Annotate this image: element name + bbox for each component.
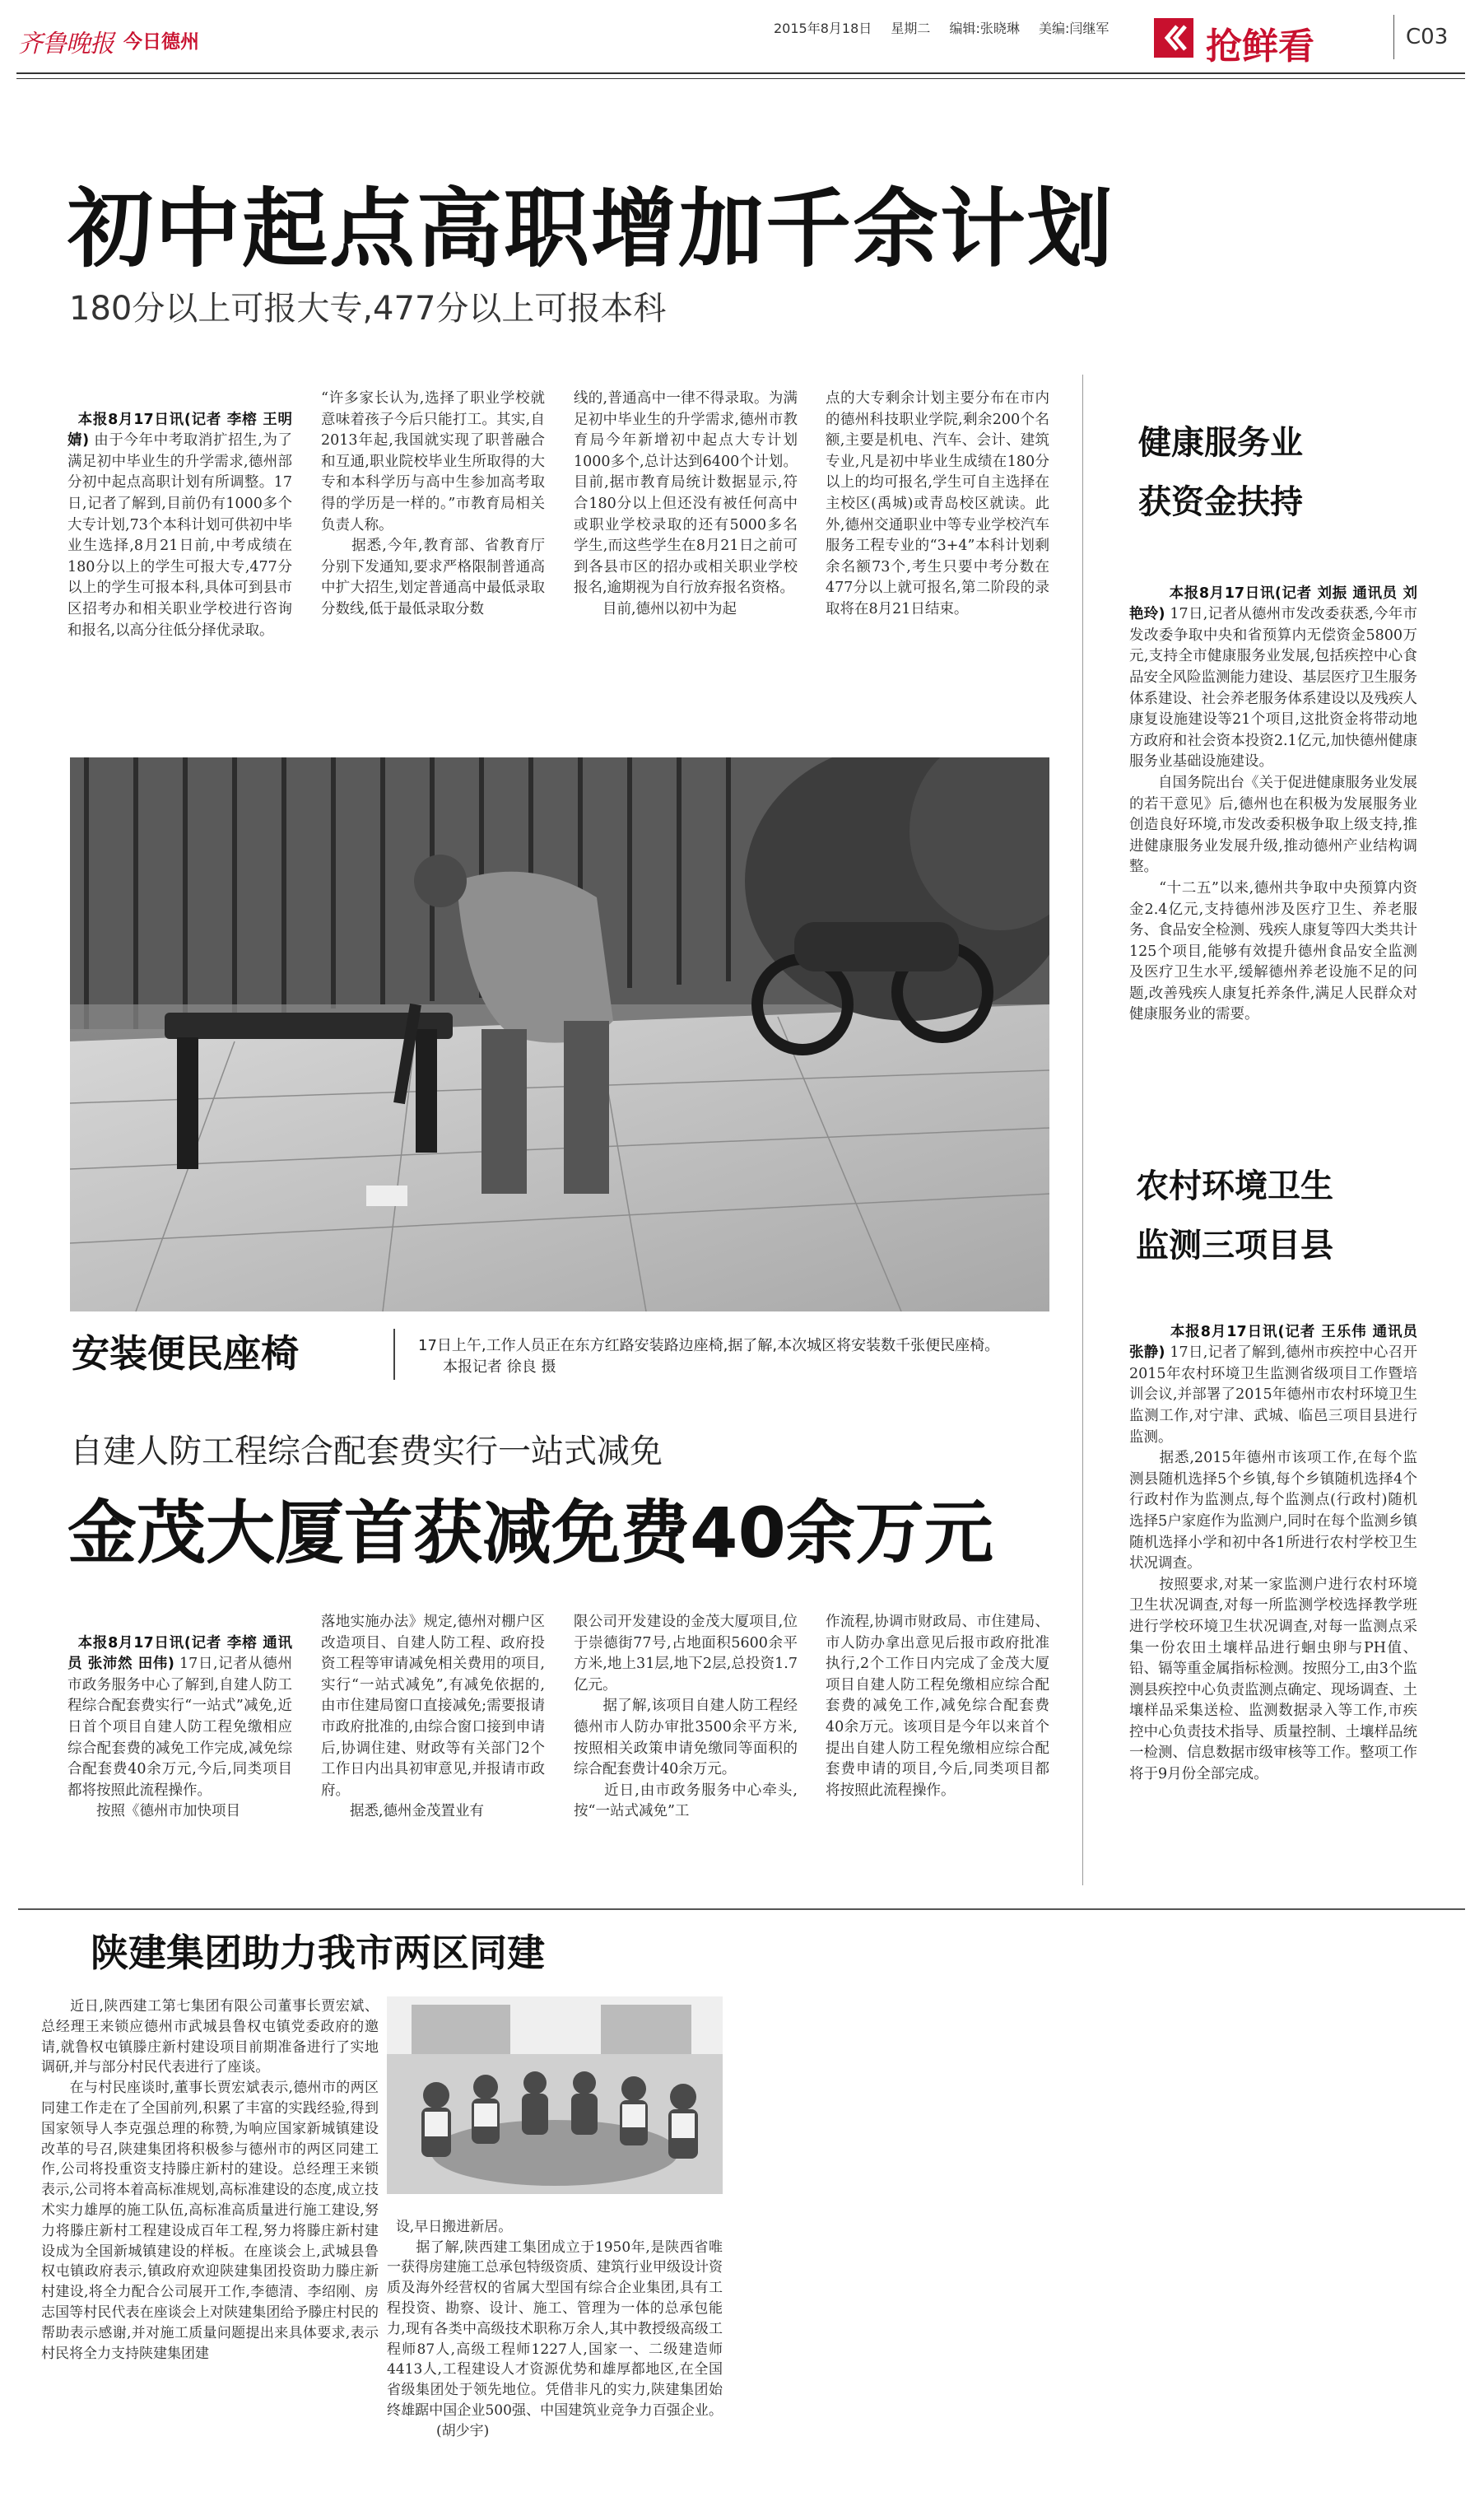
story2-column-2: 落地实施办法》规定,德州对棚户区改造项目、自建人防工程、政府投资工程等审请减免相关费用的项目,实行“一站式减免”,有减免依据的,由市住建局窗口直接减免;需要报请市政府批准的,由综合窗口接到申请后,协调住建、财政等有关部门2个工作日内出具初审意见,并报请市政府。 据悉,德州金茂置业有 — [321, 1614, 545, 1820]
masthead — [0, 0, 1484, 76]
meeting-photo-illustration — [387, 1996, 723, 2194]
editor-credit: 编辑:张晓琳 — [949, 21, 1020, 36]
sidebar2-headline — [1136, 1157, 1333, 1275]
sidebar1-text: 17日,记者从德州市发改委获悉,今年市发改委争取中央和省预算内无偿资金5800万元,支持全市健康服务业发展,包括疾控中心食品安全风险监测能力建设、基层医疗卫生服务体系建设、社会养老服务体系建设以及残疾人康复设施建设等21个项目,这批资金将带动地方政府和社会资本投资2.1亿元,加快德州健康服务业基础设施建设。 自国务院出台《关于促进健康服务业发展的若干意见》后,德州也在积极为发展服务业创造良好环境,市发改委积极争取上级支持,推进健康服务业发展升级,推动德州产业结构调整。 “十二五”以来,德州共争取中央预算内资金2.4亿元,支持德州涉及医疗卫生、养老服务、食品安全检测、残疾人康复等四大类共计125个项目,能够有效提升德州食品安全监测及医疗卫生水平,缓解德州养老设施不足的问题,改善残疾人康复托养条件,满足人民群众对健康服务业的需要。 — [1129, 606, 1417, 1023]
story2-byline: 本报8月17日讯(记者 李榕 通讯员 张沛然 田伟) — [67, 1634, 292, 1673]
sidebar2-body — [1129, 1301, 1423, 1786]
meeting-photo — [387, 1996, 723, 2194]
boxed-headline: 陕建集团助力我市两区同建 — [91, 1931, 545, 1975]
story2-column-3: 限公司开发建设的金茂大厦项目,位于崇德街77号,占地面积5600余平方米,地上31层,地下2层,总投资1.7亿元。 据了解,该项目自建人防工程经德州市人防办审批3500余平方米,按照相关政策申请免缴同等面积的综合配套费计40余万元。 近日,由市政务服务中心牵头,按“一站式减免”工 — [574, 1614, 798, 1820]
boxed-column-2 — [387, 2197, 723, 2442]
bench-installation-photo — [70, 757, 1049, 1311]
photo-caption-divider — [393, 1329, 395, 1380]
edition-label: 今日德州 — [123, 31, 199, 53]
lead-headline: 初中起点高职增加千余计划 — [67, 179, 1115, 279]
lead-col1-text: 由于今年中考取消扩招生,为了满足初中毕业生的升学需求,德州部分初中起点高职计划有所调整。17日,记者了解到,目前仍有1000多个大专计划,73个本科计划可供初中毕业生选择,8月21日前,中考成绩在180分以上的学生可报大专,477分以上的学生可报本科,具体可到县市区招考办和相关职业学校进行咨询和报名,以高分往低分择优录取。 — [67, 432, 292, 639]
lead-column-1 — [67, 389, 292, 641]
bench-photo-illustration — [70, 757, 1049, 1311]
lead-byline: 本报8月17日讯(记者 李榕 王明婧) — [67, 411, 292, 450]
story2-column-4: 作流程,协调市财政局、市住建局、市人防办拿出意见后报市政府批准执行,2个工作日内完成了金茂大厦项目自建人防工程免缴相应综合配套费的减免工作,减免综合配套费40余万元。该项目是今年以来首个提出自建人防工程免缴相应综合配套费申请的项目,今后,同类项目都将按照此流程操作。 — [826, 1614, 1049, 1799]
paper-name-logo: 齐鲁晚报 — [18, 30, 114, 58]
lead-column-4: 点的大专剩余计划主要分布在市内的德州科技职业学院,剩余200个名额,主要是机电、汽车、会计、建筑专业,凡是初中毕业生成绩在180分以上的均可报名,学生可自主选择在主校区(禹城)或青岛校区就读。此外,德州交通职业中等专业学校汽车服务工程专业的“3+4”本科计划剩余名额73个,考生只要中考分数在477分以上就可报名,第二阶段的录取将在8月21日结束。 — [826, 390, 1049, 617]
section-divider — [1393, 15, 1394, 59]
photo-credit: 本报记者 徐良 摄 — [443, 1358, 556, 1376]
boxed-signature: (胡少宇) — [436, 2422, 490, 2439]
sidebar-divider — [1082, 375, 1083, 1885]
issue-date: 2015年8月18日 — [774, 21, 872, 36]
masthead-rule-thin — [16, 78, 1465, 79]
sidebar1-body — [1129, 562, 1417, 1026]
story2-col1-text: 17日,记者从德州市政务服务中心了解到,自建人防工程综合配套费实行“一站式”减免,近日首个项目自建人防工程免缴相应综合配套费的减免工作完成,减免综合配套费40余万元,今后,同类项目都将按照此流程操作。 按照《德州市加快项目 — [67, 1656, 292, 1820]
boxed-column-1: 近日,陕西建工第七集团有限公司董事长贾宏斌、总经理王来锁应德州市武城县鲁权屯镇党委政府的邀请,就鲁权屯镇滕庄新村建设项目前期准备进行了实地调研,并与部分村民代表进行了座谈。 在与村民座谈时,董事长贾宏斌表示,德州市的两区同建工作走在了全国前列,积累了丰富的实践经验,得到国家领导人李克强总理的称赞,为响应国家新城镇建设改革的号召,陕建集团将积极参与德州市的两区同建工作,公司将投重资支持滕庄新村的建设。总经理王来锁表示,公司将本着高标准规划,高标准建设的态度,成立技术实力雄厚的施工队伍,高标准高质量进行施工建设,努力将滕庄新村工程建设成百年工程,努力将滕庄新村建设成为全国新城镇建设的样板。在座谈会上,武城县鲁权屯镇政府表示,镇政府欢迎陕建集团投资助力滕庄新村建设,将全力配合公司展开工作,李德清、李绍刚、房志国等村民代表在座谈会上对陕建集团给予滕庄村民的帮助表示感谢,并对施工质量问题提出来具体要求,表示村民将全力支持陕建集团建 — [41, 1998, 379, 2362]
lead-column-2: “许多家长认为,选择了职业学校就意味着孩子今后只能打工。其实,自2013年起,我国就实现了职普融合和互通,职业院校毕业生所取得的大专和本科学历与高中生参加高考取得的学历是一样的。”市教育局相关负责人称。 据悉,今年,教育部、省教育厅分别下发通知,要求严格限制普通高中扩大招生,划定普通高中最低录取分数线,低于最低录取分数 — [321, 390, 545, 617]
sidebar1-headline — [1138, 413, 1303, 532]
section-chevron-icon — [1154, 18, 1193, 58]
sidebar2-headline-line1: 农村环境卫生 — [1136, 1167, 1333, 1205]
issue-info — [774, 18, 1109, 37]
lead-subhead: 180分以上可报大专,477分以上可报本科 — [69, 290, 667, 328]
photo-caption — [418, 1335, 1007, 1378]
section-title: 抢鲜看 — [1206, 26, 1314, 68]
photo-caption-text: 17日上午,工作人员正在东方红路安装路边座椅,据了解,本次城区将安装数千张便民座椅。 — [418, 1337, 1000, 1354]
photo-headline: 安装便民座椅 — [72, 1331, 299, 1376]
sidebar2-text: 17日,记者了解到,德州市疾控中心召开2015年农村环境卫生监测省级项目工作暨培训会议,并部署了2015年德州市农村环境卫生监测工作,对宁津、武城、临邑三项目县进行监测。 据悉,2015年德州市该项工作,在每个监测县随机选择5个乡镇,每个乡镇随机选择4个行政村作为监测点,每个监测点(行政村)随机选择5户家庭作为监测户,同时在每个监测乡镇随机选择小学和初中各1所进行农村学校卫生状况调查。 按照要求,对某一家监测户进行农村环境卫生状况调查,对每一所监测学校选择教学班进行学校环境卫生状况调查,对每一监测点采集一份农田土壤样品进行蛔虫卵与PH值、铅、镉等重金属指标检测。按照分工,由3个监测县疾控中心负责监测点确定、现场调查、土壤样品采集送检、监测数据录入等工作,市疾控中心负责技术指导、质量控制、土壤样品统一检测、信息数据市级审核等工作。整项工作将于9月份全部完成。 — [1129, 1344, 1417, 1783]
masthead-rule — [16, 72, 1465, 74]
sidebar1-headline-line1: 健康服务业 — [1138, 424, 1303, 462]
lead-column-3: 线的,普通高中一律不得录取。为满足初中毕业生的升学需求,德州市教育局今年新增初中起点大专计划1000多个,总计达到6400个计划。目前,据市教育局统计数据显示,符合180分以上但还没有被任何高中或职业学校录取的还有5000多名学生,而这些学生在8月21日之前可到各县市区的招办或相关职业学校报名,逾期视为自行放弃报名资格。 目前,德州以初中为起 — [574, 390, 798, 617]
page-number: C03 — [1406, 25, 1449, 49]
sidebar2-headline-line2: 监测三项目县 — [1136, 1227, 1333, 1265]
designer-credit: 美编:闫继军 — [1038, 21, 1110, 36]
boxed-col2-text: 设,早日搬进新居。 据了解,陕西建工集团成立于1950年,是陕西省唯一获得房建施工总承包特级资质、建筑行业甲级设计资质及海外经营权的省属大型国有综合企业集团,具有工程投资、勘察、设计、施工、管理为一体的总承包能力,现有各类中高级技术职称万余人,其中教授级高级工程师87人,高级工程师1227人,国家一、二级建造师4413人,工程建设人才资源优势和雄厚都地区,在全国省级集团处于领先地位。凭借非凡的实力,陕建集团始终雄踞中国企业500强、中国建筑业竞争力百强企业。 — [387, 2218, 723, 2419]
story2-column-1 — [67, 1612, 292, 1823]
story2-kicker: 自建人防工程综合配套费实行一站式减免 — [70, 1433, 663, 1470]
sidebar1-byline: 本报8月17日讯(记者 刘振 通讯员 刘艳玲) — [1129, 585, 1417, 623]
issue-weekday: 星期二 — [891, 21, 931, 36]
sidebar1-headline-line2: 获资金扶持 — [1138, 483, 1303, 521]
sidebar2-byline: 本报8月17日讯(记者 王乐伟 通讯员 张静) — [1129, 1323, 1423, 1362]
story2-headline: 金茂大厦首获减免费40余万元 — [67, 1493, 993, 1573]
